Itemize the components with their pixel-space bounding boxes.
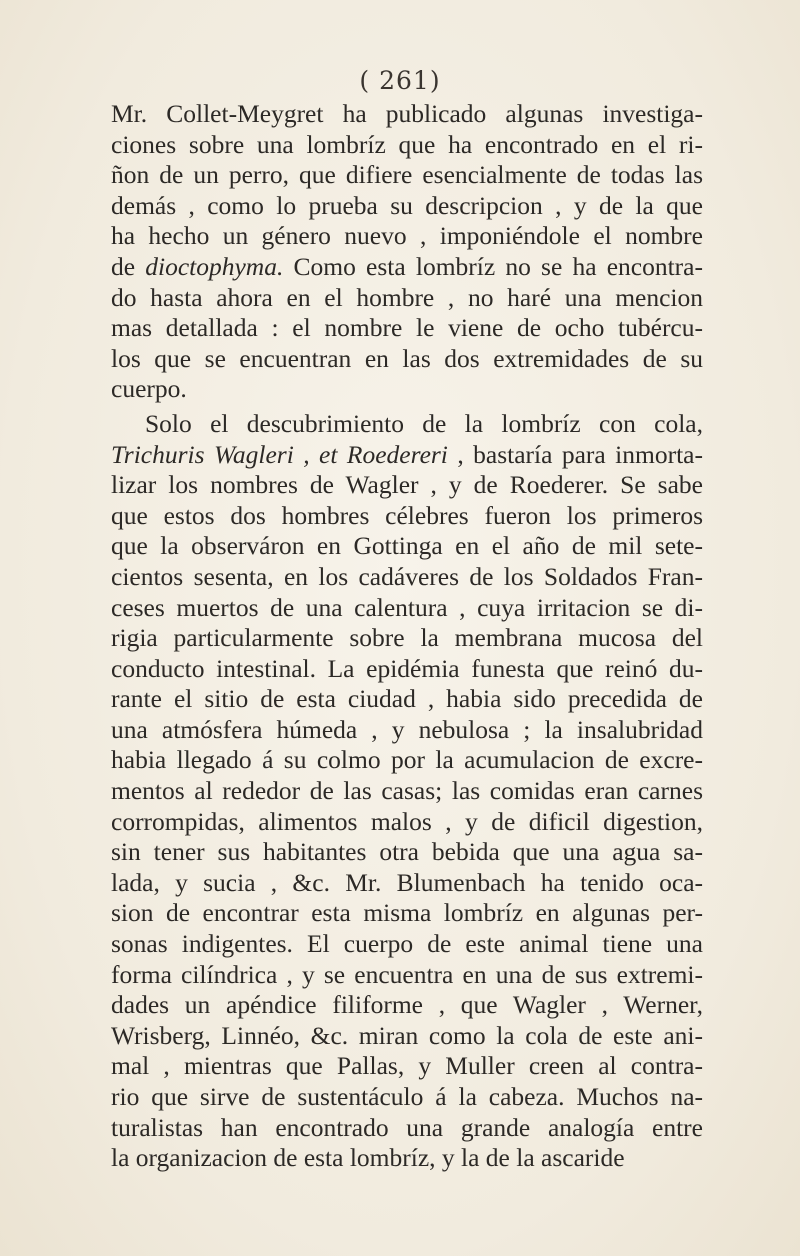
- text-line: Mr. Collet-Meygret ha publicado algunas investiga-: [111, 99, 703, 128]
- text-line: lada, y sucia , &c. Mr. Blumenbach ha tenido oca-: [111, 867, 703, 897]
- text-line: rigia particularmente sobre la membrana mucosa del: [111, 623, 703, 653]
- body-text: [111, 99, 703, 1174]
- text-line: [111, 440, 703, 471]
- text-line: ciones sobre una lombríz que ha encontrado en el ri-: [111, 129, 703, 159]
- text-line: mas detallada : el nombre le viene de ocho tubércu-: [111, 313, 703, 343]
- italic-term: Trichuris Wagleri , et Roedereri: [111, 439, 448, 469]
- text-line: que la observáron en Gottinga en el año de mil sete-: [111, 531, 703, 561]
- text-line: demás , como lo prueba su descripcion , y de la que: [111, 190, 703, 220]
- text-line: Wrisberg, Linnéo, &c. miran como la cola de este ani-: [111, 1020, 703, 1050]
- text-line: rio que sirve de sustentáculo á la cabeza. Muchos na-: [111, 1082, 703, 1111]
- text-line: Solo el descubrimiento de la lombríz con cola,: [145, 408, 703, 438]
- text-line: cientos sesenta, en los cadáveres de los Soldados Fran-: [111, 561, 703, 591]
- text-line: rante el sitio de esta ciudad , habia sido precedida de: [111, 684, 703, 714]
- text-line: turalistas han encontrado una grande analogía entre: [111, 1112, 703, 1142]
- text-line: cuerpo.: [111, 374, 187, 404]
- text-line: mentos al rededor de las casas; las comidas eran carnes: [111, 776, 703, 806]
- italic-term: dioctophyma.: [145, 251, 284, 281]
- text-line: conducto intestinal. La epidémia funesta que reinó du-: [111, 653, 703, 683]
- text-fragment: Como esta lombríz no se ha encontra-: [283, 251, 703, 281]
- text-line: [111, 252, 703, 283]
- page-number: ( 261): [359, 66, 441, 95]
- text-line: mal , mientras que Pallas, y Muller creen al contra-: [111, 1051, 703, 1081]
- text-line: que estos dos hombres célebres fueron los primeros: [111, 500, 703, 530]
- text-line: sonas indigentes. El cuerpo de este animal tiene una: [111, 929, 703, 959]
- text-line: los que se encuentran en las dos extremidades de su: [111, 343, 703, 373]
- text-line: una atmósfera húmeda , y nebulosa ; la insalubridad: [111, 714, 703, 744]
- text-fragment: de: [111, 251, 146, 281]
- text-line: lizar los nombres de Wagler , y de Roederer. Se sabe: [111, 470, 703, 500]
- text-line: habia llegado á su colmo por la acumulacion de excre-: [111, 745, 703, 775]
- text-line: do hasta ahora en el hombre , no haré una mencion: [111, 282, 703, 312]
- text-line: corrompidas, alimentos malos , y de dificil digestion,: [111, 806, 703, 836]
- text-line: sion de encontrar esta misma lombríz en algunas per-: [111, 898, 703, 928]
- text-line: la organizacion de esta lombríz, y la de la ascaride: [111, 1143, 625, 1173]
- text-line: forma cilíndrica , y se encuentra en una de sus extremi-: [111, 959, 703, 989]
- text-line: ha hecho un género nuevo , imponiéndole el nombre: [111, 221, 703, 251]
- text-fragment: , bastaría para inmorta-: [447, 439, 703, 469]
- text-line: ñon de un perro, que difiere esencialmente de todas las: [111, 160, 703, 190]
- text-line: sin tener sus habitantes otra bebida que una agua sa-: [111, 837, 703, 867]
- text-line: dades un apéndice filiforme , que Wagler , Werner,: [111, 990, 703, 1020]
- text-line: ceses muertos de una calentura , cuya irritacion se di-: [111, 592, 703, 622]
